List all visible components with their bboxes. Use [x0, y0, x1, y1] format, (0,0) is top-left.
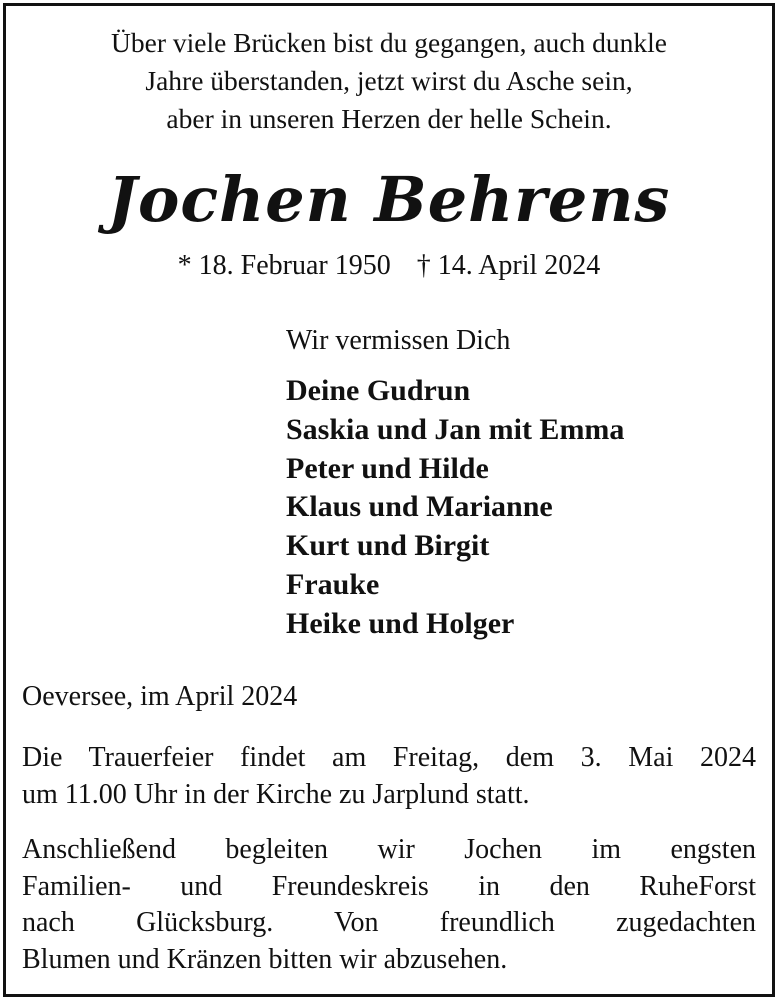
poem-line: Jahre überstanden, jetzt wirst du Asche sein,	[145, 65, 633, 96]
mourner-name: Peter und Hilde	[286, 451, 489, 485]
mourner-name: Klaus und Marianne	[286, 490, 553, 524]
birth-date: * 18. Februar 1950	[177, 250, 391, 281]
poem-line: Über viele Brücken bist du gegangen, auch dunkle	[111, 27, 667, 58]
place-date: Oeversee, im April 2024	[22, 681, 298, 712]
mourners-intro: Wir vermissen Dich	[286, 325, 511, 356]
mourner-name: Kurt und Birgit	[286, 529, 490, 563]
funeral-notice	[22, 740, 756, 813]
burial-notice	[22, 832, 756, 978]
memorial-poem	[0, 24, 778, 138]
mourner-name: Saskia und Jan mit Emma	[286, 412, 625, 446]
funeral-line: um 11.00 Uhr in der Kirche zu Jarplund statt.	[22, 778, 530, 810]
deceased-name: Jochen Behrens	[107, 163, 671, 236]
life-dates	[0, 248, 778, 284]
mourner-name: Heike und Holger	[286, 606, 515, 640]
burial-line: nach Glücksburg. Von freundlich zugedachten	[22, 907, 756, 938]
burial-line: Blumen und Kränzen bitten wir abzusehen.	[22, 943, 508, 975]
mourner-name: Frauke	[286, 567, 380, 601]
mourners-list	[286, 372, 624, 644]
poem-line: aber in unseren Herzen der helle Schein.	[166, 103, 612, 134]
burial-line: Anschließend begleiten wir Jochen im engsten	[22, 834, 756, 865]
death-date: † 14. April 2024	[416, 250, 601, 281]
funeral-line: Die Trauerfeier findet am Freitag, dem 3. Mai 2024	[22, 742, 756, 773]
mourner-name: Deine Gudrun	[286, 374, 471, 407]
burial-line: Familien- und Freundeskreis in den RuheForst	[22, 870, 756, 902]
